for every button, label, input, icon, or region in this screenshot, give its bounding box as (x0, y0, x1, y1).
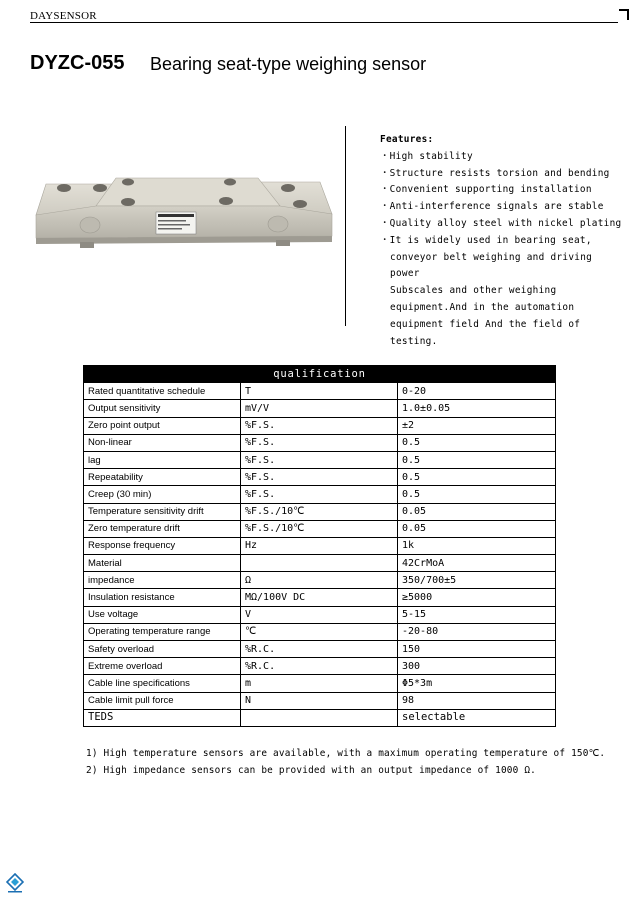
param-unit: %F.S. (241, 486, 398, 503)
param-name: Extreme overload (84, 658, 241, 675)
param-value: -20-80 (398, 623, 556, 640)
param-name: Rated quantitative schedule (84, 383, 241, 400)
param-name: Zero temperature drift (84, 520, 241, 537)
param-unit: T (241, 383, 398, 400)
feature-continuation: conveyor belt weighing and driving power (390, 251, 593, 280)
param-value: 350/700±5 (398, 572, 556, 589)
table-row (84, 520, 556, 537)
table-row (84, 709, 556, 726)
feature-continuation: equipment field And the field of testing. (390, 318, 581, 347)
table-row (84, 417, 556, 434)
param-value: 150 (398, 641, 556, 658)
header-rule (30, 22, 618, 23)
param-value: Φ5*3m (398, 675, 556, 692)
param-name: Non-linear (84, 434, 241, 451)
note-item: 2) High impedance sensors can be provided with an output impedance of 1000 Ω. (86, 765, 537, 776)
notes-block (86, 745, 605, 779)
model-number: DYZC-055 (30, 52, 125, 74)
feature-continuation: equipment.And in the automation (390, 301, 575, 313)
param-unit: Hz (241, 537, 398, 554)
table-row (84, 692, 556, 709)
param-unit: %F.S. (241, 434, 398, 451)
param-name: lag (84, 451, 241, 468)
feature-item: ・It is widely used in bearing seat, (380, 234, 592, 246)
table-row (84, 555, 556, 572)
table-row (84, 606, 556, 623)
features-title: Features: (380, 134, 434, 145)
param-unit: %R.C. (241, 658, 398, 675)
table-row (84, 623, 556, 640)
feature-item: ・Structure resists torsion and bending (380, 167, 610, 179)
param-value: 0.05 (398, 520, 556, 537)
param-value: 42CrMoA (398, 555, 556, 572)
company-logo-icon (6, 873, 24, 893)
param-value: 5-15 (398, 606, 556, 623)
param-unit: Ω (241, 572, 398, 589)
param-name: impedance (84, 572, 241, 589)
table-header: qualification (84, 366, 556, 383)
feature-item: ・High stability (380, 150, 473, 162)
param-unit: %R.C. (241, 641, 398, 658)
param-value: 300 (398, 658, 556, 675)
param-value: 0.05 (398, 503, 556, 520)
param-unit: V (241, 606, 398, 623)
param-value: 98 (398, 692, 556, 709)
param-value: 0-20 (398, 383, 556, 400)
param-unit: MΩ/100V DC (241, 589, 398, 606)
param-unit: %F.S./10℃ (241, 503, 398, 520)
param-unit: mV/V (241, 400, 398, 417)
corner-bracket-icon (619, 9, 629, 20)
table-row (84, 434, 556, 451)
param-value: selectable (398, 709, 556, 726)
param-unit: %F.S. (241, 417, 398, 434)
table-row (84, 469, 556, 486)
feature-item: ・Quality alloy steel with nickel plating (380, 217, 622, 229)
divider-line (345, 126, 346, 326)
param-unit: ℃ (241, 623, 398, 640)
param-value: 0.5 (398, 469, 556, 486)
note-item: 1) High temperature sensors are available, with a maximum operating temperature of 150℃. (86, 748, 606, 759)
feature-item: ・Anti-interference signals are stable (380, 201, 604, 213)
param-unit: N (241, 692, 398, 709)
param-name: Insulation resistance (84, 589, 241, 606)
features-block (380, 132, 625, 350)
table-row (84, 383, 556, 400)
product-title: Bearing seat-type weighing sensor (150, 54, 427, 74)
param-name: Operating temperature range (84, 623, 241, 640)
table-row (84, 572, 556, 589)
table-row (84, 641, 556, 658)
table-header-row (84, 366, 556, 383)
param-value: 1k (398, 537, 556, 554)
param-unit: %F.S. (241, 451, 398, 468)
param-name: Response frequency (84, 537, 241, 554)
param-name: Zero point output (84, 417, 241, 434)
brand-name: DAYSENSOR (30, 10, 97, 22)
param-name: Use voltage (84, 606, 241, 623)
param-name: TEDS (84, 709, 241, 726)
table-row (84, 486, 556, 503)
param-value: ≥5000 (398, 589, 556, 606)
feature-item: ・Convenient supporting installation (380, 184, 592, 196)
param-unit (241, 555, 398, 572)
table-row (84, 451, 556, 468)
param-unit: m (241, 675, 398, 692)
specification-table (83, 365, 556, 727)
param-value: 0.5 (398, 434, 556, 451)
param-value: 1.0±0.05 (398, 400, 556, 417)
param-name: Temperature sensitivity drift (84, 503, 241, 520)
param-unit: %F.S./10℃ (241, 520, 398, 537)
param-name: Safety overload (84, 641, 241, 658)
table-row (84, 675, 556, 692)
table-row (84, 589, 556, 606)
table-row (84, 400, 556, 417)
param-unit (241, 709, 398, 726)
param-value: 0.5 (398, 486, 556, 503)
param-value: ±2 (398, 417, 556, 434)
param-name: Repeatability (84, 469, 241, 486)
param-name: Cable line specifications (84, 675, 241, 692)
table-row (84, 503, 556, 520)
param-value: 0.5 (398, 451, 556, 468)
param-name: Cable limit pull force (84, 692, 241, 709)
load-cell-photo (30, 170, 338, 270)
param-name: Material (84, 555, 241, 572)
param-name: Creep (30 min) (84, 486, 241, 503)
table-row (84, 537, 556, 554)
table-row (84, 658, 556, 675)
param-unit: %F.S. (241, 469, 398, 486)
feature-continuation: Subscales and other weighing (390, 285, 557, 297)
param-name: Output sensitivity (84, 400, 241, 417)
